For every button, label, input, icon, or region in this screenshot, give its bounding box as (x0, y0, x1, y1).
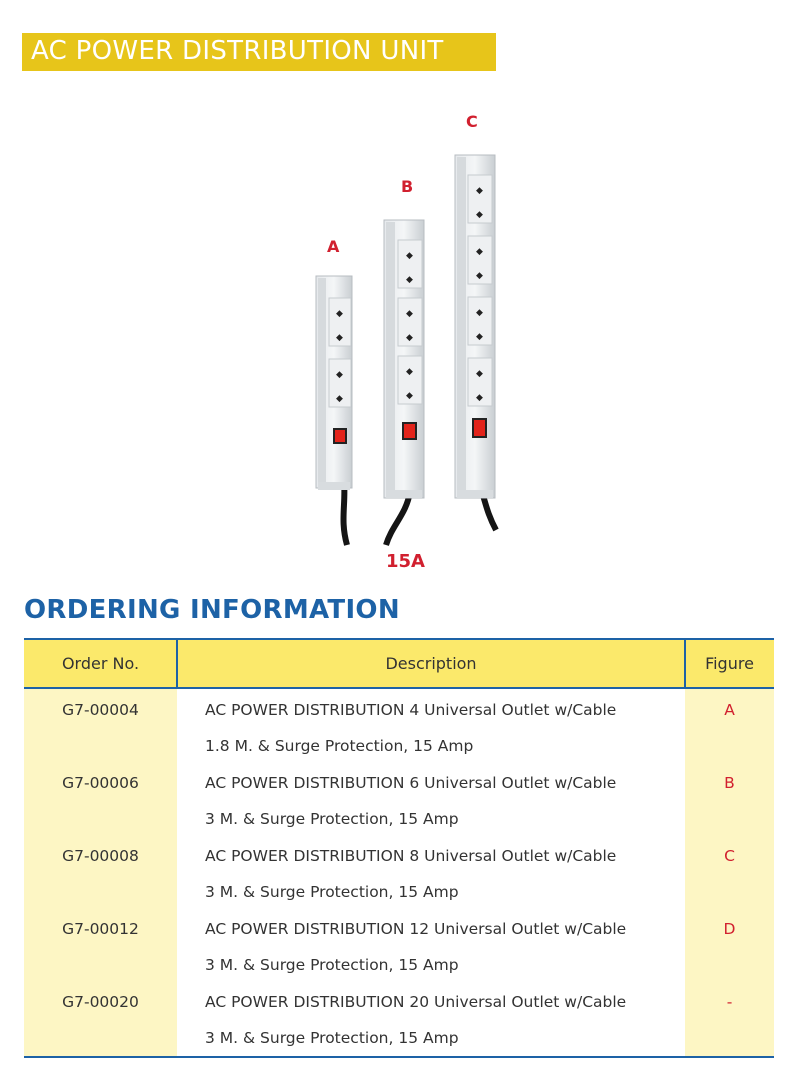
svg-text:◆: ◆ (476, 393, 483, 403)
svg-text:◆: ◆ (406, 391, 413, 401)
description-line: AC POWER DISTRIBUTION 20 Universal Outlet w/Cable (205, 993, 627, 1011)
description-line: AC POWER DISTRIBUTION 8 Universal Outlet w/Cable (205, 847, 617, 865)
svg-text:◆: ◆ (476, 210, 483, 220)
unit-label-a: A (327, 237, 340, 256)
svg-text:◆: ◆ (336, 370, 343, 380)
svg-text:◆: ◆ (406, 333, 413, 343)
svg-text:◆: ◆ (476, 308, 483, 318)
description-line: 3 M. & Surge Protection, 15 Amp (205, 810, 459, 828)
svg-text:◆: ◆ (476, 332, 483, 342)
svg-text:◆: ◆ (336, 309, 343, 319)
order-number: G7-00008 (62, 847, 139, 865)
svg-text:◆: ◆ (476, 271, 483, 281)
header-figure: Figure (705, 654, 754, 673)
power-strip-c (455, 155, 496, 530)
table-body (24, 689, 774, 1058)
table-bottom-border (24, 1056, 774, 1058)
description-line: 1.8 M. & Surge Protection, 15 Amp (205, 737, 474, 755)
order-number: G7-00012 (62, 920, 139, 938)
svg-text:◆: ◆ (476, 247, 483, 257)
svg-text:◆: ◆ (336, 333, 343, 343)
unit-label-b: B (401, 177, 414, 196)
order-number: G7-00004 (62, 701, 139, 719)
svg-text:◆: ◆ (406, 275, 413, 285)
description-line: 3 M. & Surge Protection, 15 Amp (205, 956, 459, 974)
svg-text:◆: ◆ (476, 369, 483, 379)
table-header (24, 638, 774, 689)
figure-ref: B (724, 774, 735, 792)
figure-ref: C (724, 847, 735, 865)
figure-ref: - (726, 993, 733, 1011)
power-strip-a (316, 276, 352, 545)
unit-label-c: C (466, 112, 478, 131)
svg-text:◆: ◆ (476, 186, 483, 196)
power-strip-b (384, 220, 424, 545)
description-line: 3 M. & Surge Protection, 15 Amp (205, 1029, 459, 1047)
order-number: G7-00020 (62, 993, 139, 1011)
svg-text:◆: ◆ (406, 251, 413, 261)
column-divider (684, 638, 686, 689)
section-title: ORDERING INFORMATION (24, 595, 400, 625)
header-order-no: Order No. (61, 654, 140, 673)
svg-text:◆: ◆ (406, 367, 413, 377)
ordering-table (24, 638, 774, 1059)
description-line: AC POWER DISTRIBUTION 12 Universal Outlet w/Cable (205, 920, 627, 938)
figure-ref: A (724, 701, 735, 719)
description-line: 3 M. & Surge Protection, 15 Amp (205, 883, 459, 901)
column-divider (176, 638, 178, 689)
current-rating-label: 15A (386, 551, 425, 572)
order-number: G7-00006 (62, 774, 139, 792)
description-line: AC POWER DISTRIBUTION 6 Universal Outlet w/Cable (205, 774, 617, 792)
svg-text:◆: ◆ (406, 309, 413, 319)
header-description: Description (385, 654, 477, 673)
figure-ref: D (723, 920, 736, 938)
description-line: AC POWER DISTRIBUTION 4 Universal Outlet w/Cable (205, 701, 617, 719)
svg-text:◆: ◆ (336, 394, 343, 404)
page-title: AC POWER DISTRIBUTION UNIT (31, 36, 444, 66)
